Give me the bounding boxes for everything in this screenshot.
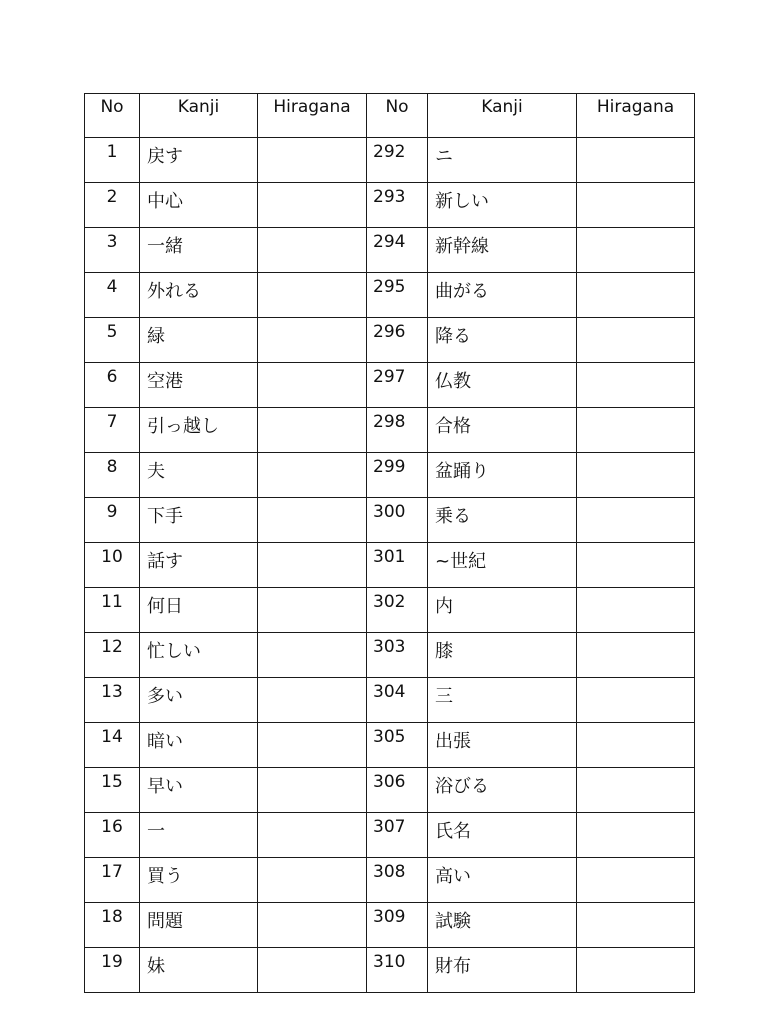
hiragana-answer-cell-left[interactable]	[258, 903, 367, 948]
row-number-right: 299	[367, 453, 428, 498]
row-number-left: 14	[85, 723, 140, 768]
row-number-left: 1	[85, 138, 140, 183]
row-number-left: 18	[85, 903, 140, 948]
row-number-right: 302	[367, 588, 428, 633]
hiragana-answer-cell-right[interactable]	[577, 318, 695, 363]
row-number-right: 310	[367, 948, 428, 993]
hiragana-answer-cell-left[interactable]	[258, 543, 367, 588]
row-number-right: 294	[367, 228, 428, 273]
row-number-left: 5	[85, 318, 140, 363]
kanji-cell-right: 浴びる	[428, 768, 577, 813]
hiragana-answer-cell-right[interactable]	[577, 543, 695, 588]
hiragana-answer-cell-right[interactable]	[577, 453, 695, 498]
row-number-left: 6	[85, 363, 140, 408]
hiragana-answer-cell-right[interactable]	[577, 858, 695, 903]
kanji-cell-left: 下手	[140, 498, 258, 543]
kanji-cell-left: 忙しい	[140, 633, 258, 678]
table-row	[85, 363, 695, 408]
header-kanji-left: Kanji	[140, 94, 258, 138]
kanji-cell-left: 夫	[140, 453, 258, 498]
hiragana-answer-cell-right[interactable]	[577, 408, 695, 453]
table-row	[85, 543, 695, 588]
hiragana-answer-cell-right[interactable]	[577, 228, 695, 273]
table-row	[85, 768, 695, 813]
kanji-cell-left: 買う	[140, 858, 258, 903]
table-row	[85, 858, 695, 903]
row-number-left: 16	[85, 813, 140, 858]
row-number-left: 7	[85, 408, 140, 453]
row-number-left: 4	[85, 273, 140, 318]
table-row	[85, 948, 695, 993]
table-row	[85, 273, 695, 318]
header-no-right: No	[367, 94, 428, 138]
table-row	[85, 183, 695, 228]
kanji-cell-right: 財布	[428, 948, 577, 993]
kanji-cell-left: 一	[140, 813, 258, 858]
hiragana-answer-cell-left[interactable]	[258, 948, 367, 993]
row-number-left: 10	[85, 543, 140, 588]
hiragana-answer-cell-left[interactable]	[258, 678, 367, 723]
hiragana-answer-cell-right[interactable]	[577, 633, 695, 678]
kanji-cell-left: 多い	[140, 678, 258, 723]
table-row	[85, 723, 695, 768]
kanji-cell-left: 中心	[140, 183, 258, 228]
hiragana-answer-cell-right[interactable]	[577, 273, 695, 318]
kanji-cell-right: 新幹線	[428, 228, 577, 273]
kanji-cell-left: 妹	[140, 948, 258, 993]
row-number-right: 304	[367, 678, 428, 723]
kanji-cell-left: 何日	[140, 588, 258, 633]
kanji-cell-right: 仏教	[428, 363, 577, 408]
kanji-cell-right: 膝	[428, 633, 577, 678]
hiragana-answer-cell-right[interactable]	[577, 813, 695, 858]
row-number-right: 306	[367, 768, 428, 813]
row-number-right: 301	[367, 543, 428, 588]
kanji-cell-right: 合格	[428, 408, 577, 453]
header-row	[85, 94, 695, 138]
hiragana-answer-cell-left[interactable]	[258, 228, 367, 273]
kanji-cell-left: 外れる	[140, 273, 258, 318]
hiragana-answer-cell-right[interactable]	[577, 948, 695, 993]
table-row	[85, 228, 695, 273]
table-row	[85, 813, 695, 858]
row-number-right: 305	[367, 723, 428, 768]
row-number-right: 293	[367, 183, 428, 228]
row-number-left: 17	[85, 858, 140, 903]
kanji-cell-left: 早い	[140, 768, 258, 813]
hiragana-answer-cell-left[interactable]	[258, 318, 367, 363]
row-number-left: 13	[85, 678, 140, 723]
hiragana-answer-cell-left[interactable]	[258, 768, 367, 813]
row-number-left: 8	[85, 453, 140, 498]
hiragana-answer-cell-left[interactable]	[258, 183, 367, 228]
kanji-cell-right: 高い	[428, 858, 577, 903]
row-number-right: 295	[367, 273, 428, 318]
kanji-cell-left: 暗い	[140, 723, 258, 768]
hiragana-answer-cell-left[interactable]	[258, 633, 367, 678]
hiragana-answer-cell-right[interactable]	[577, 768, 695, 813]
kanji-cell-right: 内	[428, 588, 577, 633]
hiragana-answer-cell-left[interactable]	[258, 273, 367, 318]
kanji-cell-left: 引っ越し	[140, 408, 258, 453]
hiragana-answer-cell-left[interactable]	[258, 813, 367, 858]
kanji-cell-left: 一緒	[140, 228, 258, 273]
row-number-right: 297	[367, 363, 428, 408]
kanji-cell-right: 三	[428, 678, 577, 723]
hiragana-answer-cell-left[interactable]	[258, 363, 367, 408]
hiragana-answer-cell-right[interactable]	[577, 363, 695, 408]
table-row	[85, 588, 695, 633]
hiragana-answer-cell-left[interactable]	[258, 138, 367, 183]
hiragana-answer-cell-right[interactable]	[577, 678, 695, 723]
table-row	[85, 678, 695, 723]
header-no-left: No	[85, 94, 140, 138]
row-number-right: 309	[367, 903, 428, 948]
row-number-right: 303	[367, 633, 428, 678]
table-row	[85, 903, 695, 948]
table-row	[85, 318, 695, 363]
hiragana-answer-cell-left[interactable]	[258, 408, 367, 453]
hiragana-answer-cell-right[interactable]	[577, 138, 695, 183]
hiragana-answer-cell-left[interactable]	[258, 498, 367, 543]
kanji-cell-right: 乗る	[428, 498, 577, 543]
row-number-left: 15	[85, 768, 140, 813]
header-hiragana-right: Hiragana	[577, 94, 695, 138]
hiragana-answer-cell-right[interactable]	[577, 183, 695, 228]
kanji-cell-right: 曲がる	[428, 273, 577, 318]
kanji-cell-right: 降る	[428, 318, 577, 363]
row-number-right: 300	[367, 498, 428, 543]
table-row	[85, 138, 695, 183]
header-kanji-right: Kanji	[428, 94, 577, 138]
row-number-left: 11	[85, 588, 140, 633]
row-number-left: 3	[85, 228, 140, 273]
table-row	[85, 453, 695, 498]
hiragana-answer-cell-left[interactable]	[258, 858, 367, 903]
row-number-left: 19	[85, 948, 140, 993]
row-number-right: 296	[367, 318, 428, 363]
kanji-cell-right: 新しい	[428, 183, 577, 228]
row-number-left: 12	[85, 633, 140, 678]
kanji-cell-left: 問題	[140, 903, 258, 948]
kanji-cell-right: 氏名	[428, 813, 577, 858]
kanji-cell-right: ~世紀	[428, 543, 577, 588]
table-row	[85, 633, 695, 678]
row-number-left: 9	[85, 498, 140, 543]
kanji-cell-right: ニ	[428, 138, 577, 183]
kanji-cell-left: 空港	[140, 363, 258, 408]
row-number-right: 292	[367, 138, 428, 183]
kanji-cell-right: 出張	[428, 723, 577, 768]
table-row	[85, 498, 695, 543]
hiragana-answer-cell-left[interactable]	[258, 723, 367, 768]
hiragana-answer-cell-right[interactable]	[577, 498, 695, 543]
row-number-right: 308	[367, 858, 428, 903]
kanji-cell-left: 緑	[140, 318, 258, 363]
kanji-cell-right: 盆踊り	[428, 453, 577, 498]
hiragana-answer-cell-left[interactable]	[258, 588, 367, 633]
hiragana-answer-cell-right[interactable]	[577, 588, 695, 633]
row-number-right: 298	[367, 408, 428, 453]
hiragana-answer-cell-right[interactable]	[577, 723, 695, 768]
vocabulary-table	[84, 93, 695, 993]
row-number-left: 2	[85, 183, 140, 228]
row-number-right: 307	[367, 813, 428, 858]
kanji-cell-left: 話す	[140, 543, 258, 588]
table-body	[85, 138, 695, 993]
hiragana-answer-cell-right[interactable]	[577, 903, 695, 948]
hiragana-answer-cell-left[interactable]	[258, 453, 367, 498]
header-hiragana-left: Hiragana	[258, 94, 367, 138]
kanji-cell-left: 戻す	[140, 138, 258, 183]
kanji-cell-right: 試験	[428, 903, 577, 948]
table-row	[85, 408, 695, 453]
